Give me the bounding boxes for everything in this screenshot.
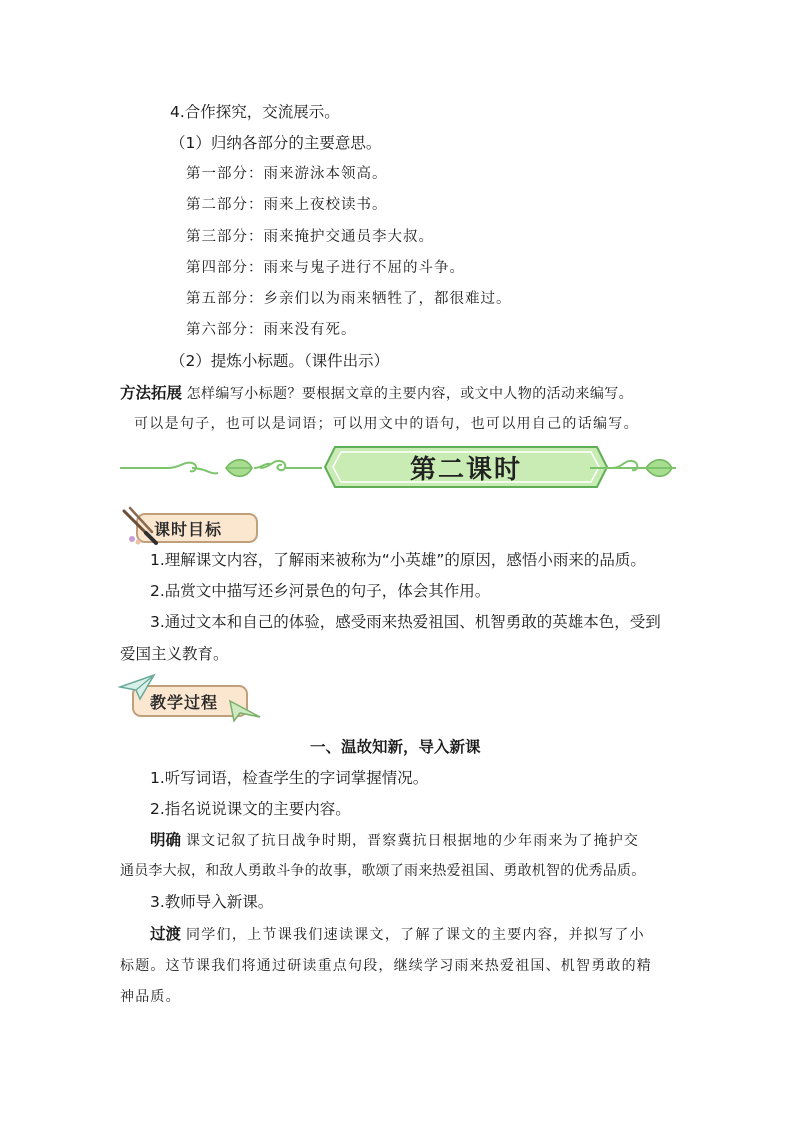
banner-rule-right [590, 467, 676, 469]
part-line: 第四部分：雨来与鬼子进行不屈的斗争。 [186, 260, 465, 276]
part-line: 第二部分：雨来上夜校读书。 [186, 197, 388, 213]
method-line1 [120, 382, 633, 405]
part-line: 第六部分：雨来没有死。 [186, 322, 357, 338]
process-item-3: 3.教师导入新课。 [150, 893, 274, 911]
goal-item: 3.通过文本和自己的体验，感受雨来热爱祖国、机智勇敢的英雄本色，受到 [150, 613, 661, 631]
transition-line3: 神品质。 [120, 989, 181, 1005]
paper-plane-small-icon [228, 691, 262, 723]
clarify-line1 [150, 829, 639, 852]
clarify-label: 明确 [150, 831, 182, 849]
goal-item: 2.品赏文中描写还乡河景色的句子，体会其作用。 [150, 582, 491, 600]
part-line: 第三部分：雨来掩护交通员李大叔。 [186, 229, 434, 245]
process-heading: 一、温故知新，导入新课 [310, 738, 481, 756]
method-line2: 可以是句子，也可以是词语；可以用文中的语句，也可以用自己的话编写。 [134, 416, 639, 432]
goal-item: 1.理解课文内容，了解雨来被称为“小英雄”的原因，感悟小雨来的品质。 [150, 551, 646, 569]
goals-tag [118, 505, 258, 547]
clarify-line2: 通员李大叔，和敌人勇敢斗争的故事，歌颂了雨来热爱祖国、勇敢机智的优秀品质。 [120, 863, 646, 879]
step4-sub1: （1）归纳各部分的主要意思。 [170, 134, 382, 152]
method-label: 方法拓展 [120, 384, 183, 402]
process-item: 1.听写词语，检查学生的字词掌握情况。 [150, 769, 429, 787]
part-line: 第五部分：乡亲们以为雨来牺牲了，都很难过。 [186, 291, 512, 307]
lesson-banner [120, 443, 676, 493]
step4-sub2: （2）提炼小标题。（课件出示） [170, 352, 390, 370]
transition-line2: 标题。这节课我们将通过研读重点句段，继续学习雨来热爱祖国、机智勇敢的精 [120, 958, 652, 974]
banner-title: 第二课时 [409, 454, 522, 485]
clarify-text: 课文记叙了抗日战争时期，晋察冀抗日根据地的少年雨来为了掩护交 [185, 833, 639, 849]
swirl-ornament-left-icon [260, 455, 322, 481]
transition-line1 [150, 923, 645, 946]
part-line: 第一部分：雨来游泳本领高。 [186, 166, 388, 182]
transition-label: 过渡 [150, 925, 182, 943]
goal-item-continued: 爱国主义教育。 [120, 645, 229, 663]
process-tag [118, 673, 263, 723]
goals-tag-label: 课时目标 [154, 520, 223, 539]
process-item: 2.指名说说课文的主要内容。 [150, 800, 351, 818]
leaf-ornament-left-icon [166, 455, 272, 481]
method-text: 怎样编写小标题？要根据文章的主要内容，或文中人物的活动来编写。 [186, 386, 634, 402]
transition-text: 同学们，上节课我们速读课文，了解了课文的主要内容，并拟写了小 [185, 927, 645, 943]
step4-title: 4.合作探究，交流展示。 [170, 103, 340, 121]
process-tag-label: 教学过程 [150, 693, 219, 712]
banner-rule-left [120, 467, 168, 469]
